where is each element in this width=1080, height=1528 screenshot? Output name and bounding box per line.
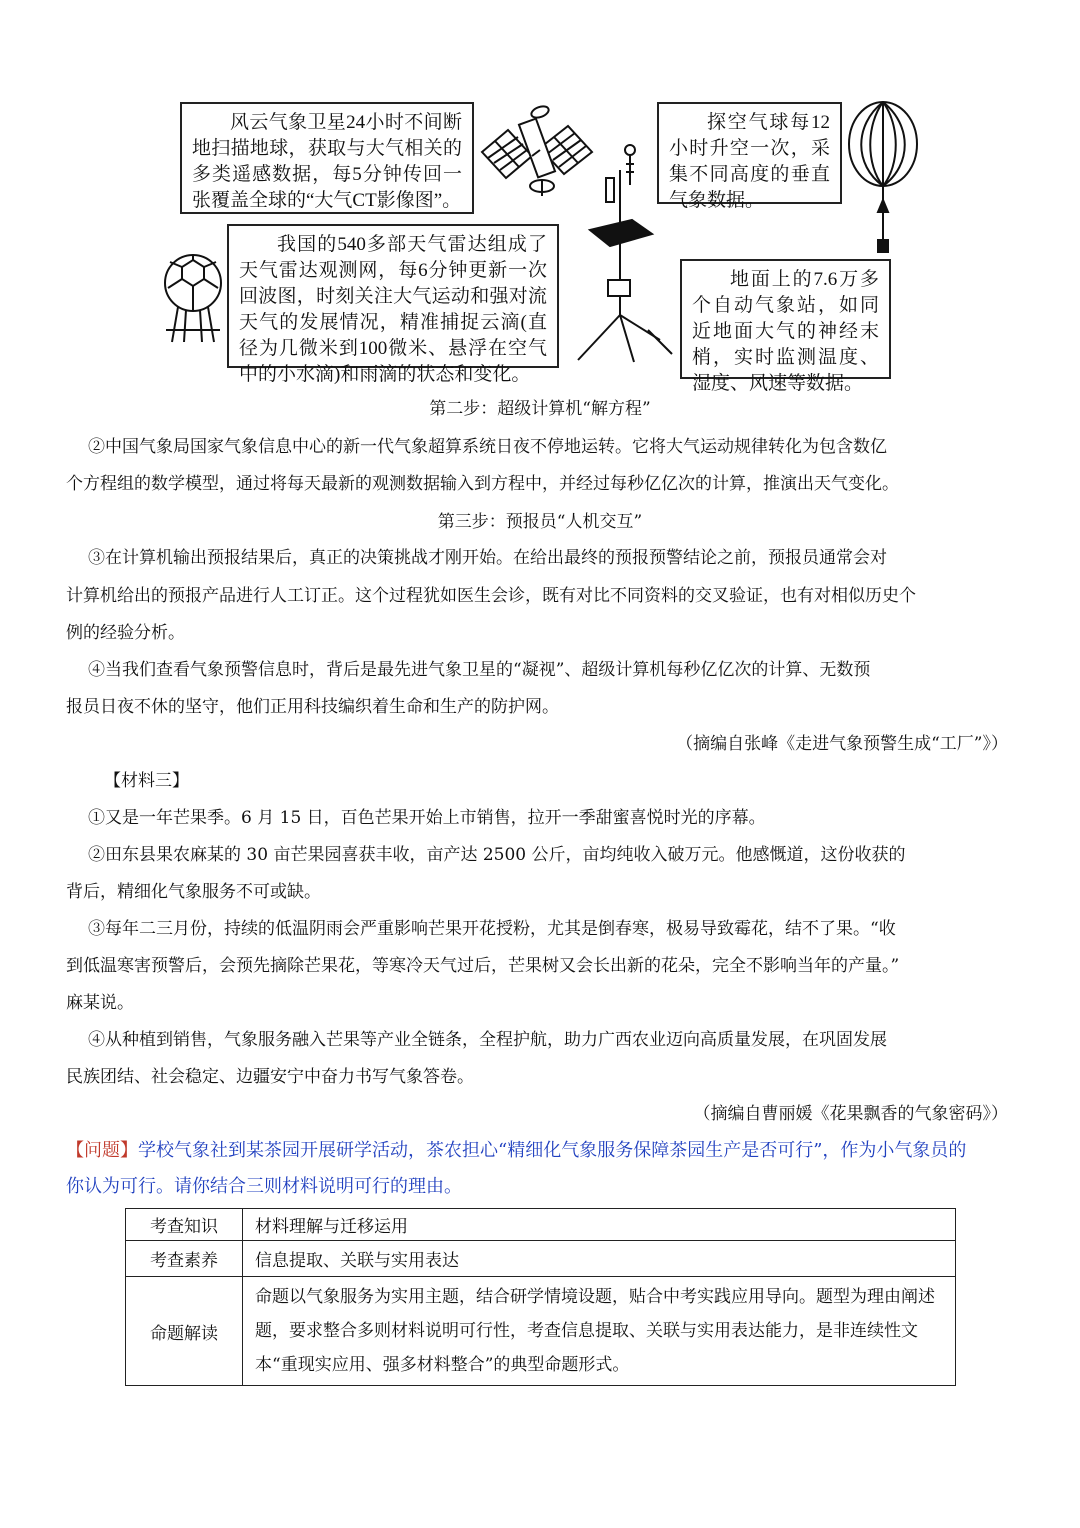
step3-paragraph-line: ④当我们查看气象预警信息时，背后是最先进气象卫星的“凝视”、超级计算机每秒亿亿次的计算、无数预 (88, 660, 871, 680)
material3-paragraph-line: ③每年二三月份，持续的低温阴雨会严重影响芒果开花授粉，尤其是倒春寒，极易导致霉花，结不了果。“收 (88, 919, 896, 939)
question-label: 【问题】 (66, 1140, 138, 1161)
weather-station-icon (560, 140, 680, 364)
table-key-cell: 考查素养 (126, 1241, 243, 1277)
satellite-text-box: 风云气象卫星24小时不间断地扫描地球，获取与大气相关的多类遥感数据，每5分钟传回一张覆盖全球的“大气CT影像图”。 (180, 102, 474, 214)
material3-paragraph-line: 民族团结、社会稳定、边疆安宁中奋力书写气象答卷。 (66, 1067, 474, 1087)
radar-dome-icon (160, 250, 226, 346)
material3-paragraph-line: 麻某说。 (66, 993, 134, 1013)
weather-balloon-icon (846, 100, 920, 256)
material3-paragraph-line: ①又是一年芒果季。6 月 15 日，百色芒果开始上市销售，拉开一季甜蜜喜悦时光的序幕。 (88, 808, 766, 828)
step3-paragraph-line: ③在计算机输出预报结果后，真正的决策挑战才刚开始。在给出最终的预报预警结论之前，预报员通常会对 (88, 548, 887, 568)
step3-paragraph-line: 例的经验分析。 (66, 623, 185, 643)
step3-paragraph-line: 计算机给出的预报产品进行人工订正。这个过程犹如医生会诊，既有对比不同资料的交叉验证，也有对相似历史个 (66, 586, 916, 606)
table-row (126, 1241, 956, 1277)
question-line: 你认为可行。请你结合三则材料说明可行的理由。 (66, 1176, 462, 1197)
station-text-box: 地面上的7.6万多个自动气象站，如同近地面大气的神经末梢，实时监测温度、湿度、风速等数据。 (680, 259, 891, 379)
material3-paragraph-line: ②田东县果农麻某的 30 亩芒果园喜获丰收，亩产达 2500 公斤，亩均纯收入破万元。他感慨道，这份收获的 (88, 845, 906, 865)
table-value-cell: 命题以气象服务为实用主题，结合研学情境设题，贴合中考实践应用导向。题型为理由阐述题，要求整合多则材料说明可行性，考查信息提取、关联与实用表达能力，是非连续性文本“重现实应用、强多材料整合”的典型命题形式。 (243, 1277, 956, 1386)
material3-paragraph-line: 背后，精细化气象服务不可或缺。 (66, 882, 321, 902)
analysis-table (125, 1208, 956, 1386)
balloon-text-box: 探空气球每12小时升空一次，采集不同高度的垂直气象数据。 (657, 102, 842, 204)
material3-paragraph-line: ④从种植到销售，气象服务融入芒果等产业全链条，全程护航，助力广西农业迈向高质量发展，在巩固发展 (88, 1030, 887, 1050)
table-row (126, 1277, 956, 1386)
table-key-cell: 考查知识 (126, 1209, 243, 1241)
question-line: 【问题】学校气象社到某茶园开展研学活动，茶农担心“精细化气象服务保障茶园生产是否可行”，作为小气象员的 (66, 1140, 967, 1161)
step2-paragraph-line: ②中国气象局国家气象信息中心的新一代气象超算系统日夜不停地运转。它将大气运动规律转化为包含数亿 (88, 437, 887, 457)
table-row (126, 1209, 956, 1241)
material3-paragraph-line: 到低温寒害预警后，会预先摘除芒果花，等寒冷天气过后，芒果树又会长出新的花朵，完全不影响当年的产量。” (66, 956, 900, 976)
table-value-cell: 信息提取、关联与实用表达 (243, 1241, 956, 1277)
table-value-cell: 材料理解与迁移运用 (243, 1209, 956, 1241)
material3-title: 【材料三】 (104, 771, 189, 791)
source-citation: （摘编自张峰《走进气象预警生成“工厂”》） (676, 734, 1008, 754)
step3-heading: 第三步：预报员“人机交互” (437, 512, 643, 532)
step3-paragraph-line: 报员日夜不休的坚守，他们正用科技编织着生命和生产的防护网。 (66, 697, 559, 717)
table-key-cell: 命题解读 (126, 1277, 243, 1386)
source-citation: （摘编自曹丽媛《花果飘香的气象密码》） (693, 1104, 1008, 1124)
step2-paragraph-line: 个方程组的数学模型，通过将每天最新的观测数据输入到方程中，并经过每秒亿亿次的计算，推演出天气变化。 (66, 474, 899, 494)
radar-text-box: 我国的540多部天气雷达组成了天气雷达观测网，每6分钟更新一次回波图，时刻关注大气运动和强对流天气的发展情况，精准捕捉云滴(直径为几微米到100微米、悬浮在空气中的小水滴)和雨滴的状态和变化。 (227, 224, 559, 368)
step2-heading: 第二步：超级计算机“解方程” (429, 399, 651, 419)
